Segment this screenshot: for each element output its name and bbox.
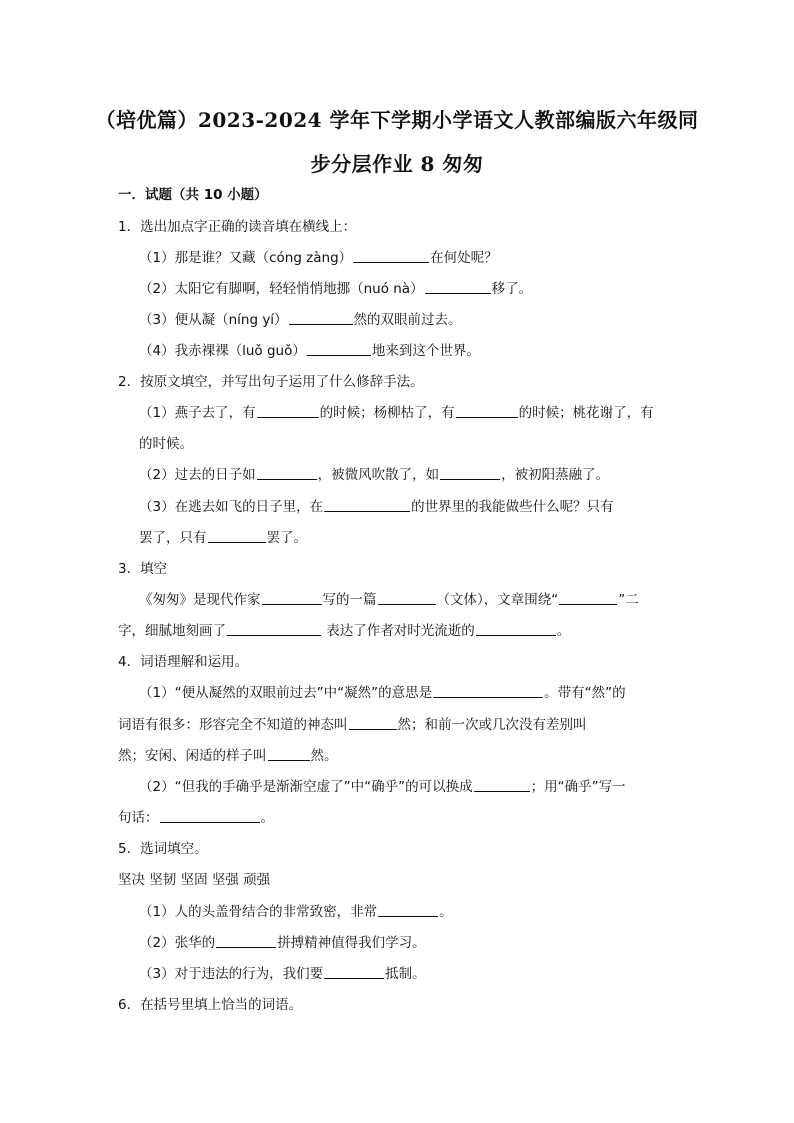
- answer-blank[interactable]: [349, 716, 397, 730]
- q5-item3-tail: 抵制。: [385, 966, 426, 982]
- answer-blank[interactable]: [307, 342, 371, 356]
- question-1-item-1: [139, 249, 498, 267]
- q3-line1-mid: 写的一篇: [322, 592, 377, 608]
- q2-item1-text: （1）燕子去了，有: [139, 405, 256, 421]
- question-4-line-3: [118, 747, 338, 765]
- q2-item2-text: （2）过去的日子如: [139, 467, 256, 483]
- q5-item1-tail: 。: [439, 904, 453, 920]
- q4-line1-tail: 。带有“然”的: [544, 685, 626, 701]
- answer-blank[interactable]: [160, 809, 260, 823]
- answer-blank[interactable]: [216, 934, 276, 948]
- q2-item3-cont-tail: 罢了。: [266, 530, 307, 546]
- q5-item2-text: （2）张华的: [139, 935, 216, 951]
- answer-blank[interactable]: [378, 903, 438, 917]
- section-heading: 一．试题（共 10 小题）: [118, 187, 268, 203]
- q3-line2-text: 字，细腻地刻画了: [118, 623, 226, 639]
- q4-line5-text: 句话：: [118, 810, 159, 826]
- answer-blank[interactable]: [456, 404, 518, 418]
- answer-blank[interactable]: [227, 622, 321, 636]
- q2-item1-tail: 的时候；桃花谢了，有: [518, 405, 654, 421]
- answer-blank[interactable]: [559, 591, 617, 605]
- q1-item1-tail: 在何处呢？: [430, 250, 498, 266]
- q1-item2-text: （2）太阳它有脚啊，轻轻悄悄地挪（nuó nà）: [139, 281, 424, 297]
- question-2-item-2: [139, 466, 609, 484]
- q2-item2-tail: ，被初阳蒸融了。: [501, 467, 610, 483]
- q4-line3-tail: 然。: [310, 748, 338, 764]
- q4-line3-text: 然；安闲、闲适的样子叫: [118, 748, 267, 764]
- document-title-line2: 步分层作业 8 匆匆: [310, 152, 484, 176]
- answer-blank[interactable]: [425, 280, 491, 294]
- q1-item3-tail: 然的双眼前过去。: [353, 312, 462, 328]
- q2-item3-text: （3）在逃去如飞的日子里，在: [139, 499, 324, 515]
- question-2-item-1-cont: 的时候。: [139, 436, 193, 452]
- q1-item4-text: （4）我赤裸裸（luǒ guǒ）: [139, 343, 306, 359]
- q2-item3-tail: 的世界里的我能做些什么呢？只有: [411, 499, 614, 515]
- q3-line2-mid: 表达了作者对时光流逝的: [322, 623, 475, 639]
- q4-line4-tail: ；用“确乎”写一: [530, 779, 626, 795]
- q3-line1-tail: ”二: [618, 592, 639, 608]
- answer-blank[interactable]: [208, 529, 266, 543]
- answer-blank[interactable]: [433, 684, 543, 698]
- q2-item2-mid: ，被微风吹散了，如: [317, 467, 440, 483]
- q2-item1-mid: 的时候；杨柳枯了，有: [319, 405, 455, 421]
- q5-item3-text: （3）对于违法的行为，我们要: [139, 966, 324, 982]
- question-1-stem: 1．选出加点字正确的读音填在横线上：: [118, 219, 357, 235]
- question-3-stem: 3．填空: [118, 561, 168, 577]
- answer-blank[interactable]: [268, 747, 310, 761]
- answer-blank[interactable]: [324, 965, 384, 979]
- question-4-line-4: [139, 778, 626, 796]
- q4-line4-text: （2）“但我的手确乎是渐渐空虚了”中“确乎”的可以换成: [139, 779, 473, 795]
- question-3-line-1: [139, 591, 639, 609]
- q4-line5-tail: 。: [260, 810, 274, 826]
- answer-blank[interactable]: [257, 466, 317, 480]
- q4-line1-text: （1）“便从凝然的双眼前过去”中“凝然”的意思是: [139, 685, 433, 701]
- question-5-stem: 5．选词填空。: [118, 841, 208, 857]
- q3-line2-tail: 。: [556, 623, 571, 639]
- question-4-line-5: [118, 809, 274, 827]
- question-3-line-2: [118, 622, 570, 640]
- document-title-line1: （培优篇）2023-2024 学年下学期小学语文人教部编版六年级同: [95, 108, 699, 132]
- question-5-item-1: [139, 903, 453, 921]
- question-1-item-2: [139, 280, 532, 298]
- answer-blank[interactable]: [378, 591, 436, 605]
- question-1-item-3: [139, 311, 462, 329]
- question-5-word-bank: 坚决 坚韧 坚固 坚强 顽强: [118, 872, 271, 888]
- question-2-item-1: [139, 404, 654, 422]
- q5-item2-tail: 拼搏精神值得我们学习。: [277, 935, 426, 951]
- question-2-item-3-cont: [139, 529, 307, 547]
- q3-line1-text: 《匆匆》是现代作家: [139, 592, 261, 608]
- answer-blank[interactable]: [476, 622, 556, 636]
- q3-line1-mid2: （文体），文章围绕“: [436, 592, 559, 608]
- q5-item1-text: （1）人的头盖骨结合的非常致密，非常: [139, 904, 378, 920]
- question-2-item-3: [139, 498, 614, 516]
- q1-item3-text: （3）便从凝（níng yí）: [139, 312, 288, 328]
- question-4-line-1: [139, 684, 626, 702]
- q1-item1-text: （1）那是谁？又藏（cóng zàng）: [139, 250, 353, 266]
- question-4-line-2: [118, 716, 587, 734]
- q4-line2-text: 词语有很多：形容完全不知道的神态叫: [118, 717, 348, 733]
- answer-blank[interactable]: [257, 404, 319, 418]
- answer-blank[interactable]: [474, 778, 530, 792]
- answer-blank[interactable]: [353, 249, 429, 263]
- question-5-item-2: [139, 934, 426, 952]
- answer-blank[interactable]: [289, 311, 353, 325]
- answer-blank[interactable]: [262, 591, 322, 605]
- q1-item2-tail: 移了。: [491, 281, 533, 297]
- q1-item4-tail: 地来到这个世界。: [371, 343, 480, 359]
- answer-blank[interactable]: [324, 498, 410, 512]
- question-5-item-3: [139, 965, 426, 983]
- q4-line2-tail: 然；和前一次或几次没有差别叫: [397, 717, 587, 733]
- q2-item3-cont-text: 罢了，只有: [139, 530, 207, 546]
- question-1-item-4: [139, 342, 480, 360]
- question-6-stem: 6．在括号里填上恰当的词语。: [118, 997, 303, 1013]
- answer-blank[interactable]: [440, 466, 500, 480]
- question-4-stem: 4．词语理解和运用。: [118, 654, 249, 670]
- question-2-stem: 2．按原文填空，并写出句子运用了什么修辞手法。: [118, 374, 424, 390]
